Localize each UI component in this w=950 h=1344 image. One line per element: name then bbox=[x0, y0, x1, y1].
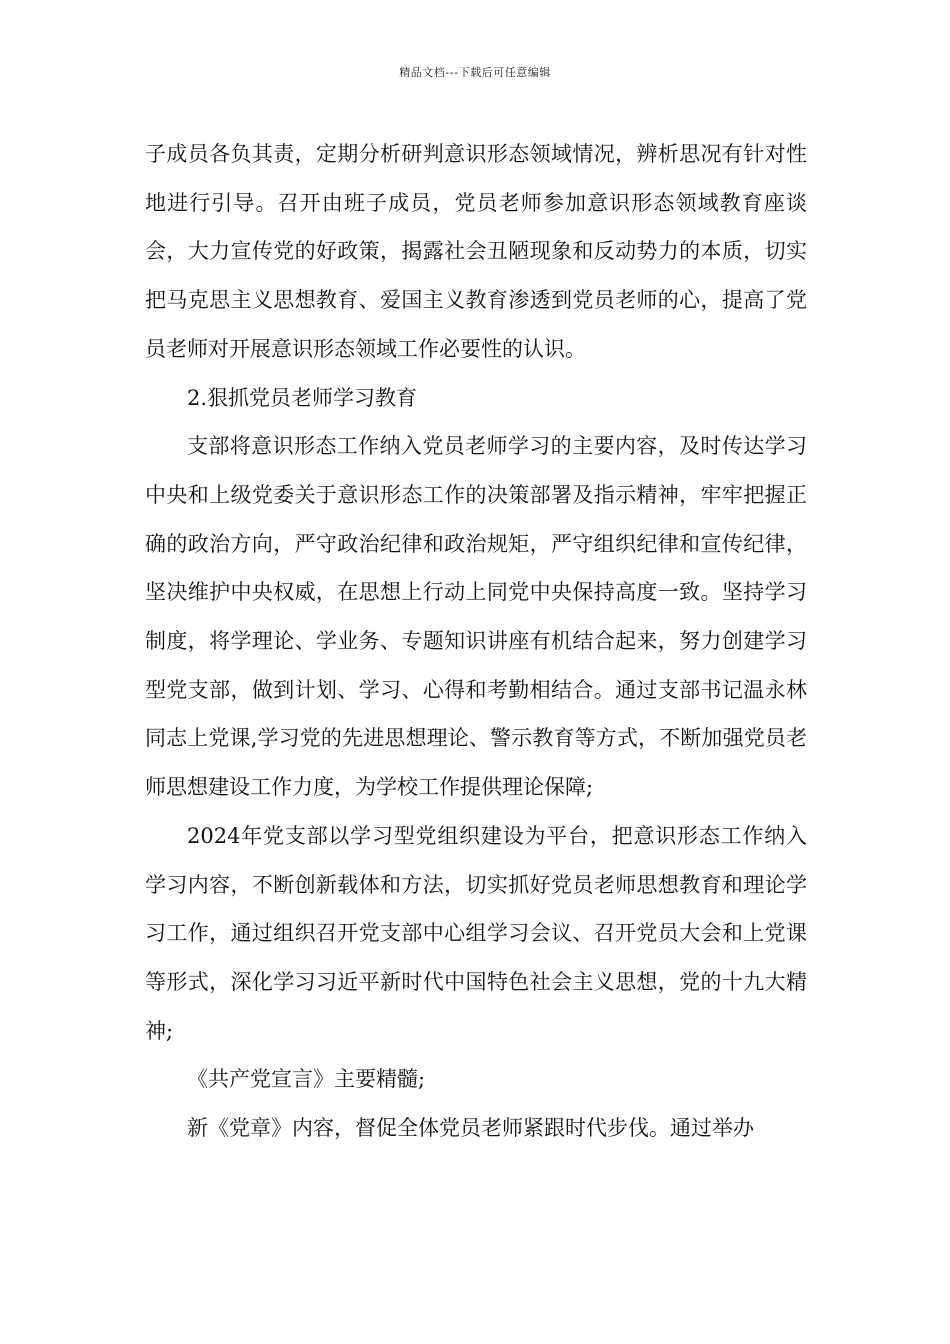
document-body bbox=[145, 130, 807, 1153]
paragraph: 《共产党宣言》主要精髓; bbox=[187, 1067, 426, 1092]
page-header: 精品文档---下载后可任意编辑 bbox=[399, 66, 551, 79]
paragraph: 支部将意识形态工作纳入党员老师学习的主要内容，及时传达学习中央和上级党委关于意识形态工作的决策部署及指示精神，牢牢把握正确的政治方向，严守政治纪律和政治规矩，严守组织纪律和宣传纪律，坚决维护中央权威，在思想上行动上同党中央保持高度一致。坚持学习制度，将学理论、学业务、专题知识讲座有机结合起来，努力创建学习型党支部，做到计划、学习、心得和考勤相结合。通过支部书记温永林同志上党课,学习党的先进思想理论、警示教育等方式，不断加强党员老师思想建设工作力度，为学校工作提供理论保障; bbox=[145, 434, 807, 800]
section-heading: 2.狠抓党员老师学习教育 bbox=[187, 385, 418, 410]
paragraph: 2024年党支部以学习型党组织建设为平台，把意识形态工作纳入学习内容，不断创新载体和方法，切实抓好党员老师思想教育和理论学习工作，通过组织召开党支部中心组学习会议、召开党员大会和上党课等形式，深化学习习近平新时代中国特色社会主义思想，党的十九大精神; bbox=[145, 823, 807, 1043]
paragraph: 子成员各负其责，定期分析研判意识形态领域情况，辨析思况有针对性地进行引导。召开由班子成员，党员老师参加意识形态领域教育座谈会，大力宣传党的好政策，揭露社会丑陋现象和反动势力的本质，切实把马克思主义思想教育、爱国主义教育渗透到党员老师的心，提高了党员老师对开展意识形态领域工作必要性的认识。 bbox=[145, 142, 807, 361]
paragraph: 新《党章》内容，督促全体党员老师紧跟时代步伐。通过举办 bbox=[187, 1116, 754, 1141]
